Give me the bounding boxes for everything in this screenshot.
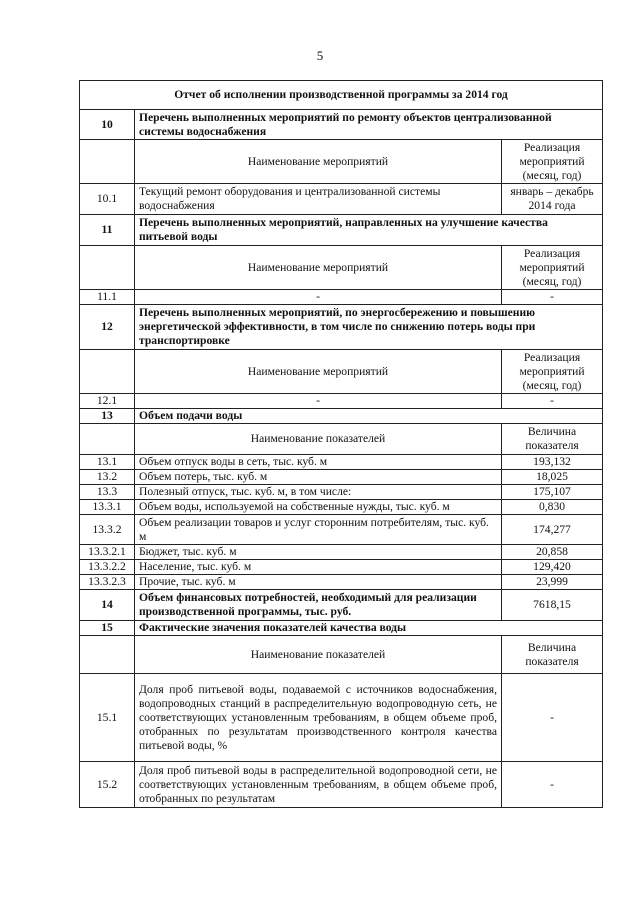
row-value: 174,277 (502, 515, 603, 545)
column-header-value: Величина показателя (502, 424, 603, 455)
section-title: Фактические значения показателей качества воды (135, 621, 603, 636)
row-number: 13.3 (80, 485, 135, 500)
table-row (80, 485, 603, 500)
row-value: 0,830 (502, 500, 603, 515)
row-value: 20,858 (502, 545, 603, 560)
row-value: январь – декабрь 2014 года (502, 184, 603, 215)
column-header-name: Наименование мероприятий (135, 350, 502, 394)
row-number: 13.3.2 (80, 515, 135, 545)
column-header-value: Величина показателя (502, 636, 603, 674)
empty-cell (80, 424, 135, 455)
section-13-column-headers (80, 424, 603, 455)
section-12-column-headers (80, 350, 603, 394)
empty-cell (80, 636, 135, 674)
row-number: 11.1 (80, 290, 135, 305)
row-value: - (502, 762, 603, 808)
column-header-implementation: Реализация мероприятий (месяц, год) (502, 140, 603, 184)
page-number: 5 (316, 48, 324, 63)
row-number: 13.3.2.1 (80, 545, 135, 560)
report-title-row (80, 81, 603, 110)
row-name: Население, тыс. куб. м (135, 560, 502, 575)
section-number: 11 (80, 215, 135, 246)
row-value: - (502, 674, 603, 762)
row-value: - (502, 394, 603, 409)
report-title: Отчет об исполнении производственной программы за 2014 год (80, 81, 603, 110)
column-header-implementation: Реализация мероприятий (месяц, год) (502, 246, 603, 290)
row-number: 13.1 (80, 455, 135, 470)
row-name: Доля проб питьевой воды, подаваемой с источников водоснабжения, водопроводных станций в распределительную водопроводную сеть, не соответствующих установленным требованиям, в общем объеме проб, отобранных по результатам производственного контроля качества питьевой воды, % (135, 674, 502, 762)
section-11-column-headers (80, 246, 603, 290)
row-name: Текущий ремонт оборудования и централизованной системы водоснабжения (135, 184, 502, 215)
section-13-header (80, 409, 603, 424)
table-row (80, 674, 603, 762)
row-number: 15.2 (80, 762, 135, 808)
row-value: 23,999 (502, 575, 603, 590)
row-name: Полезный отпуск, тыс. куб. м, в том числе: (135, 485, 502, 500)
section-12-header (80, 305, 603, 350)
row-number: 15.1 (80, 674, 135, 762)
row-name: Прочие, тыс. куб. м (135, 575, 502, 590)
row-value: 175,107 (502, 485, 603, 500)
row-name: - (135, 290, 502, 305)
section-title: Объем финансовых потребностей, необходимый для реализации производственной программы, тыс. руб. (135, 590, 502, 621)
section-number: 10 (80, 110, 135, 140)
table-row (80, 290, 603, 305)
row-value: 129,420 (502, 560, 603, 575)
empty-cell (80, 140, 135, 184)
row-number: 12.1 (80, 394, 135, 409)
row-name: - (135, 394, 502, 409)
row-number: 10.1 (80, 184, 135, 215)
table-row (80, 500, 603, 515)
section-number: 13 (80, 409, 135, 424)
row-value: 7618,15 (502, 590, 603, 621)
section-number: 14 (80, 590, 135, 621)
section-title: Перечень выполненных мероприятий, по энергосбережению и повышению энергетической эффективности, в том числе по снижению потерь воды при транспортировке (135, 305, 603, 350)
section-title: Объем подачи воды (135, 409, 603, 424)
table-row (80, 560, 603, 575)
section-number: 15 (80, 621, 135, 636)
empty-cell (80, 350, 135, 394)
row-name: Доля проб питьевой воды в распределительной водопроводной сети, не соответствующих установленным требованиям, в общем объеме проб, отобранных по результатам (135, 762, 502, 808)
table-row (80, 394, 603, 409)
section-10-header (80, 110, 603, 140)
section-15-column-headers (80, 636, 603, 674)
table-row (80, 515, 603, 545)
column-header-name: Наименование показателей (135, 424, 502, 455)
table-row (80, 455, 603, 470)
section-14-row (80, 590, 603, 621)
section-10-column-headers (80, 140, 603, 184)
table-row (80, 470, 603, 485)
row-name: Объем воды, используемой на собственные нужды, тыс. куб. м (135, 500, 502, 515)
table-row (80, 575, 603, 590)
row-name: Объем потерь, тыс. куб. м (135, 470, 502, 485)
section-title: Перечень выполненных мероприятий, направленных на улучшение качества питьевой воды (135, 215, 603, 246)
section-11-header (80, 215, 603, 246)
table-row (80, 545, 603, 560)
row-value: - (502, 290, 603, 305)
row-name: Объем отпуск воды в сеть, тыс. куб. м (135, 455, 502, 470)
row-number: 13.3.2.3 (80, 575, 135, 590)
section-number: 12 (80, 305, 135, 350)
empty-cell (80, 246, 135, 290)
row-name: Объем реализации товаров и услуг сторонним потребителям, тыс. куб. м (135, 515, 502, 545)
row-number: 13.3.2.2 (80, 560, 135, 575)
production-program-report-table (79, 80, 603, 808)
table-row (80, 184, 603, 215)
table-row (80, 762, 603, 808)
row-value: 18,025 (502, 470, 603, 485)
row-value: 193,132 (502, 455, 603, 470)
column-header-name: Наименование мероприятий (135, 140, 502, 184)
row-number: 13.2 (80, 470, 135, 485)
column-header-name: Наименование мероприятий (135, 246, 502, 290)
column-header-name: Наименование показателей (135, 636, 502, 674)
section-title: Перечень выполненных мероприятий по ремонту объектов централизованной системы водоснабжения (135, 110, 603, 140)
row-number: 13.3.1 (80, 500, 135, 515)
column-header-implementation: Реализация мероприятий (месяц, год) (502, 350, 603, 394)
section-15-header (80, 621, 603, 636)
row-name: Бюджет, тыс. куб. м (135, 545, 502, 560)
